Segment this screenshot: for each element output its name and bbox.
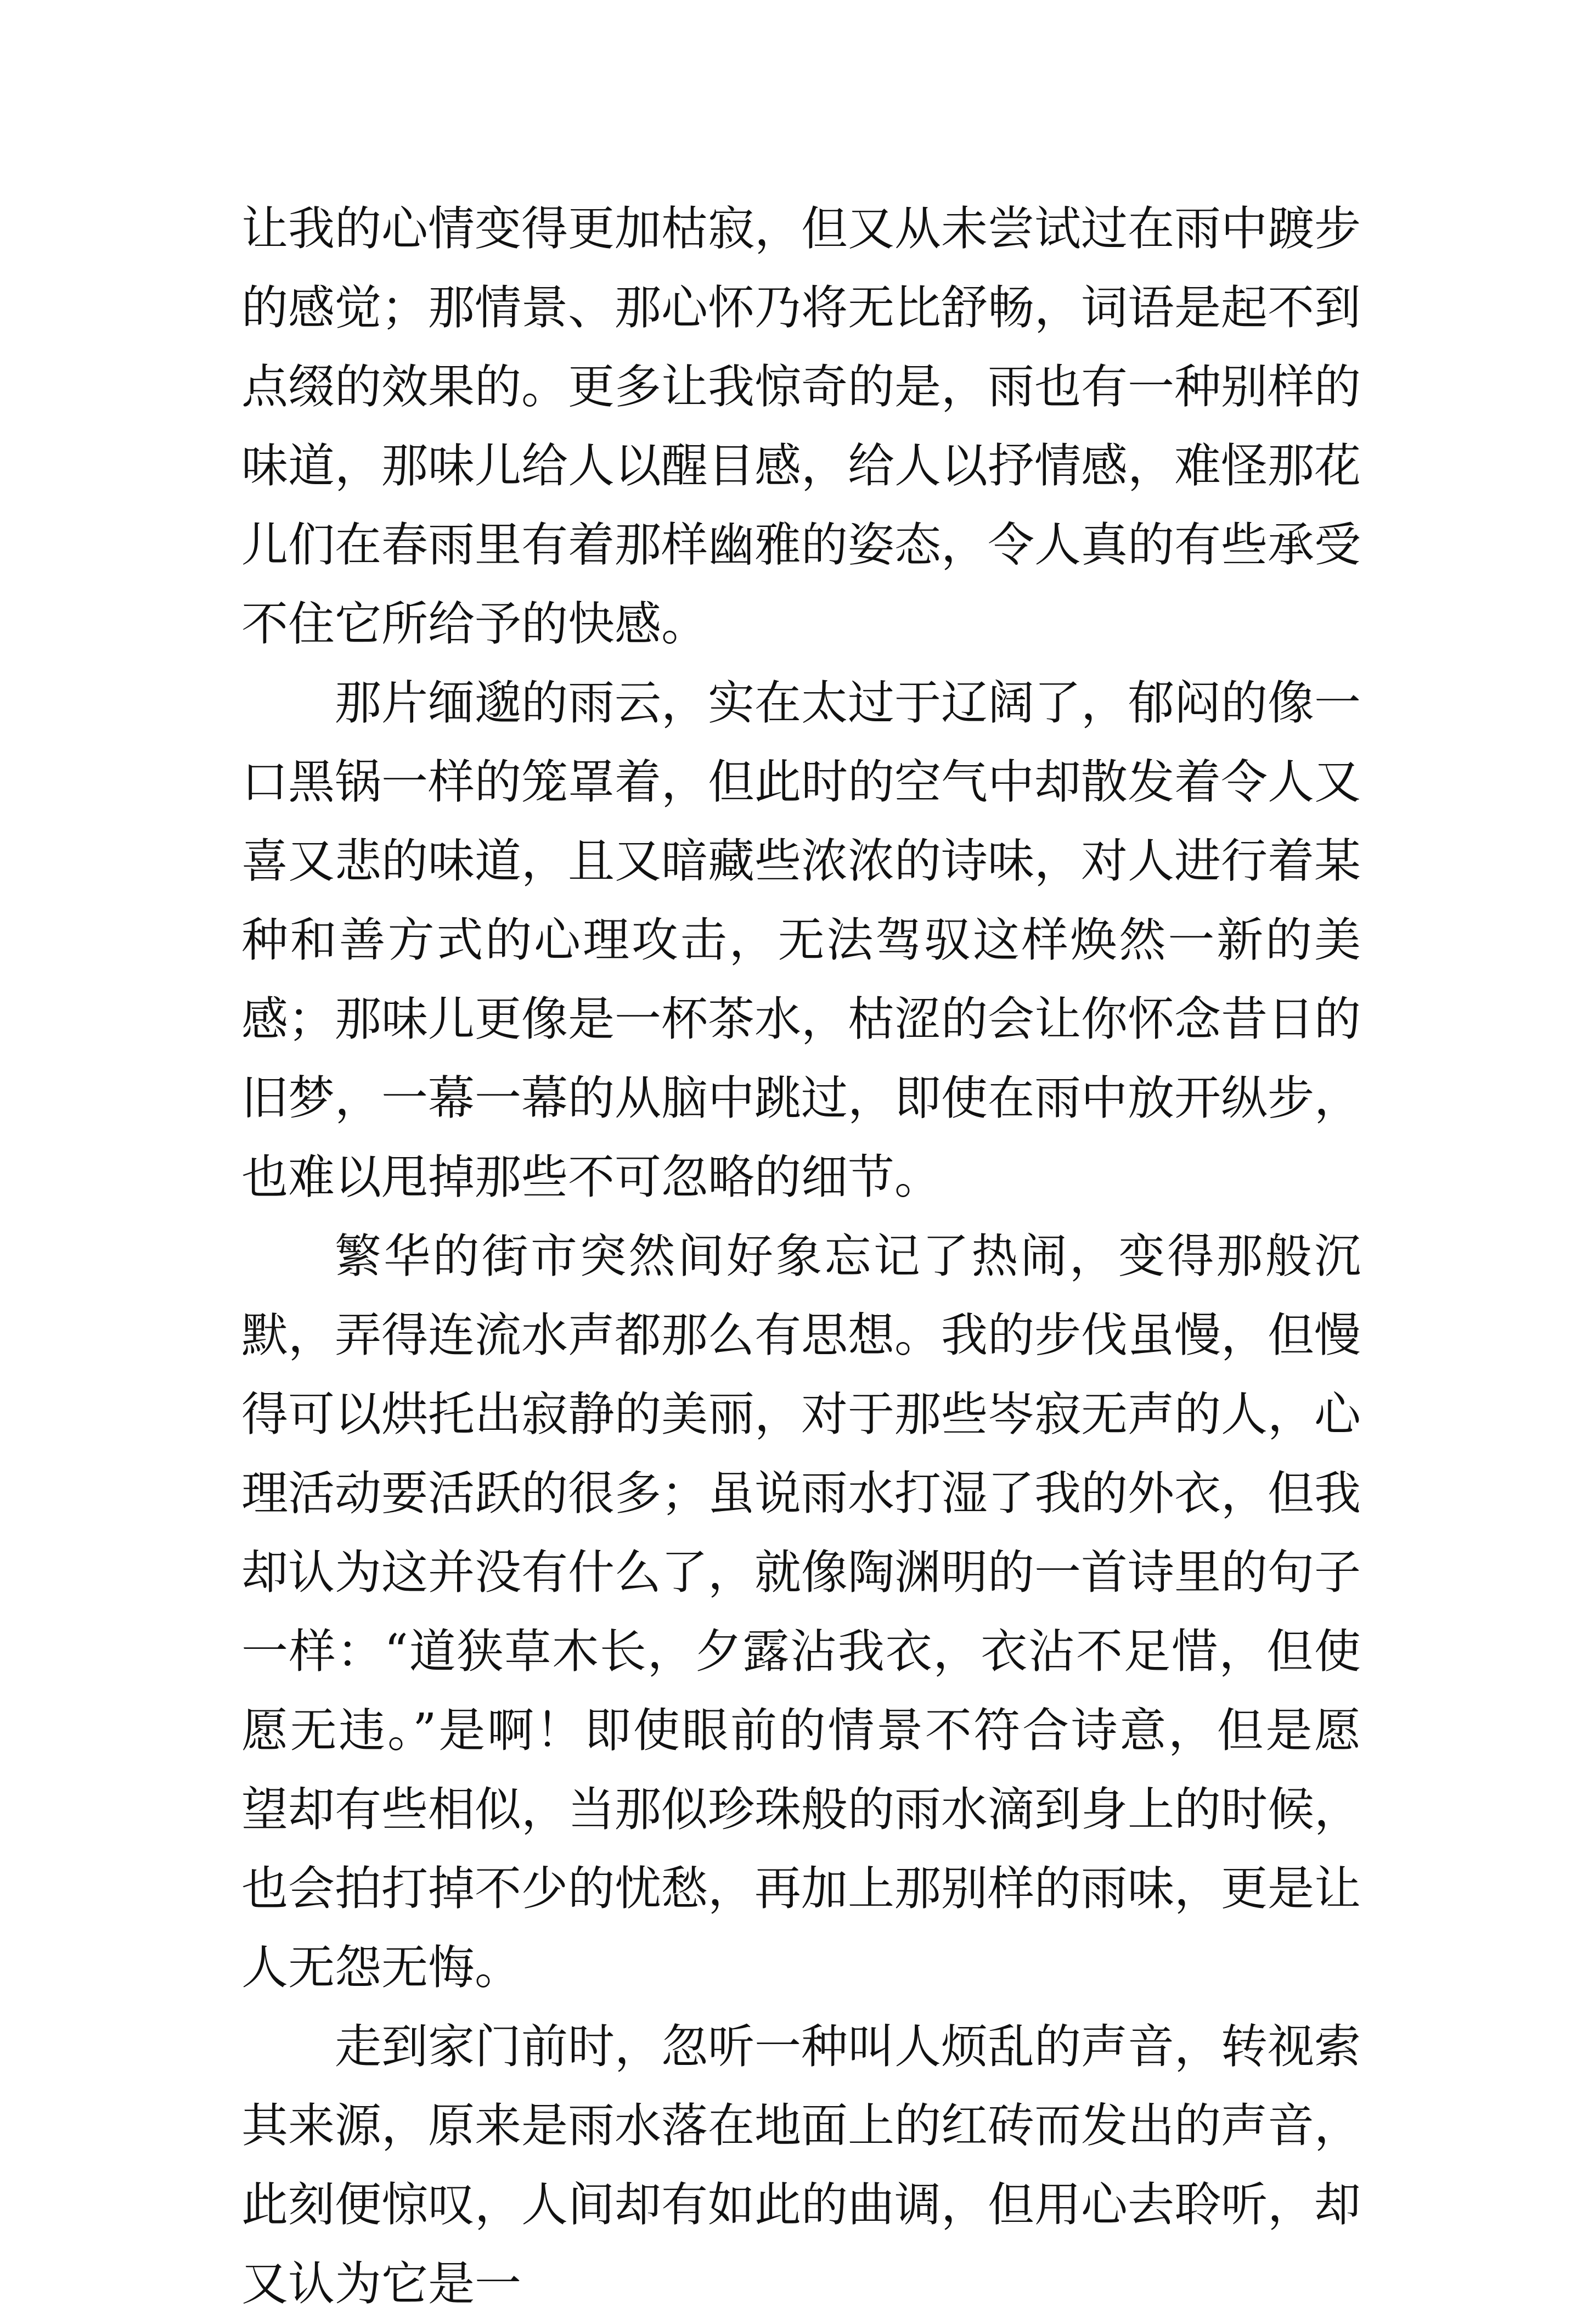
paragraph-4: 走到家门前时，忽听一种叫人烦乱的声音，转视索其来源，原来是雨水落在地面上的红砖而发出的声音，此刻便惊叹，人间却有如此的曲调，但用心去聆听，却又认为它是一 (241, 2020, 1361, 2311)
paragraph-3: 繁华的街市突然间好象忘记了热闹，变得那般沉默，弄得连流水声都那么有思想。我的步伐虽慢，但慢得可以烘托出寂静的美丽，对于那些岑寂无声的人，心理活动要活跃的很多；虽说雨水打湿了我的外衣，但我却认为这并没有什么了，就像陶渊明的一首诗里的句子一样：“道狭草木长，夕露沾我衣，衣沾不足惜，但使愿无违。”是啊！即使眼前的情景不符合诗意，但是愿望却有些相似，当那似珍珠般的雨水滴到身上的时候，也会拍打掉不少的忧愁，再加上那别样的雨味，更是让人无怨无悔。 (241, 1230, 1361, 1995)
paragraph-1: 让我的心情变得更加枯寂，但又从未尝试过在雨中踱步的感觉；那情景、那心怀乃将无比舒畅，词语是起不到点缀的效果的。更多让我惊奇的是，雨也有一种别样的味道，那味儿给人以醒目感，给人以抒情感，难怪那花儿们在春雨里有着那样幽雅的姿态，令人真的有些承受不住它所给予的快感。 (241, 202, 1361, 652)
paragraph-2: 那片缅邈的雨云，实在太过于辽阔了，郁闷的像一口黑锅一样的笼罩着，但此时的空气中却散发着令人又喜又悲的味道，且又暗藏些浓浓的诗味，对人进行着某种和善方式的心理攻击，无法驾驭这样焕然一新的美感；那味儿更像是一杯茶水，枯涩的会让你怀念昔日的旧梦，一幕一幕的从脑中跳过，即使在雨中放开纵步，也难以甩掉那些不可忽略的细节。 (241, 676, 1361, 1205)
document-body (241, 190, 1361, 2324)
